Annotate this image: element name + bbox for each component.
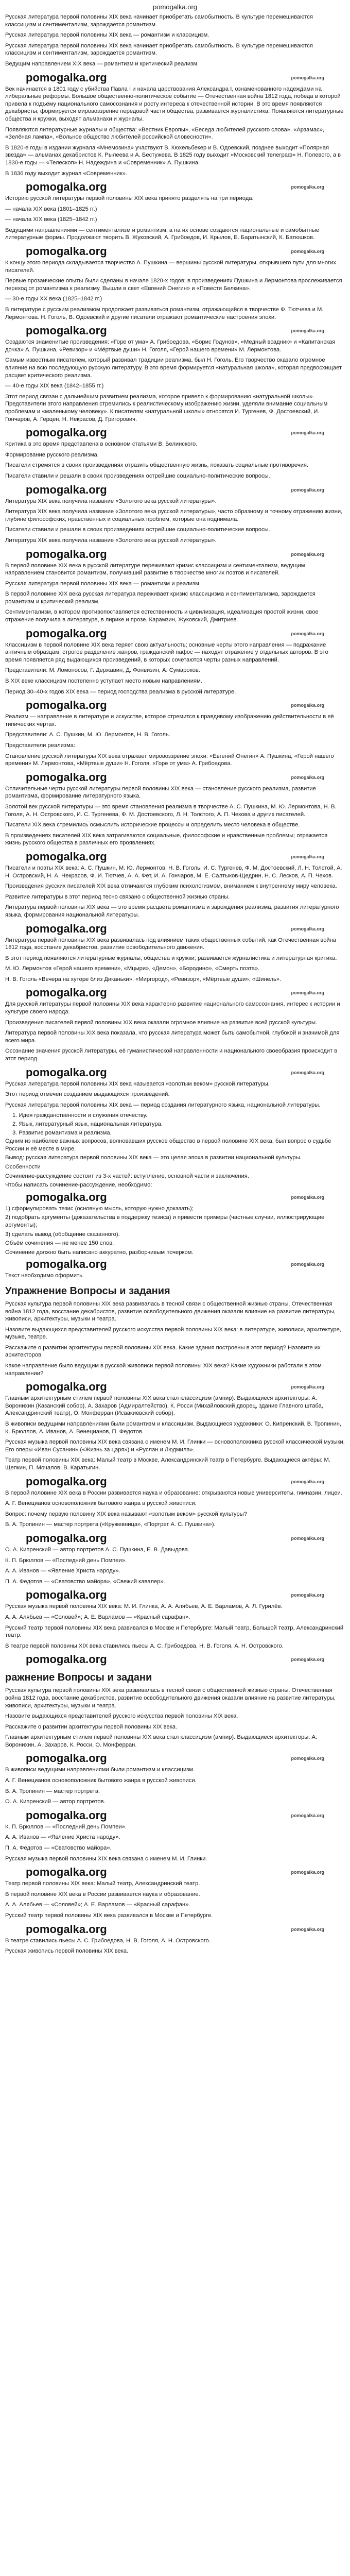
watermark-small: pomogalka.org (291, 1384, 324, 1390)
paragraph: В этот период появляются литературные журналы, общества и кружки; развивается журналистика и литературная критика. (5, 955, 337, 961)
paragraph: В первой половине XIX века в России развивается наука и образование. (5, 1891, 200, 1897)
paragraph: Русская литература первой половины XIX века называется «золотым веком» русской литературы. (5, 1080, 270, 1087)
watermark-row (5, 1588, 345, 1602)
paragraph: Русская литература первой половины XIX века — романтизм и классицизм. (5, 32, 209, 39)
watermark: pomogalka.org (26, 1808, 107, 1822)
paragraph: Писатели и поэты XIX века: А. С. Пушкин, М. Ю. Лермонтов, Н. В. Гоголь, И. С. Тургенев, Ф. М. Достоевский, Л. Н. Толстой, А. Н. Островский, Н. А. Некрасов, Ф. И. Тютчев, А. А. Фет, И. А. Гончаров, М. Е. Салтыков-Щедрин, Н. С. Лесков, А. П. Чехов. (5, 865, 342, 879)
paragraph: 1) сформулировать тезис (основную мысль, которую нужно доказать); (5, 1205, 194, 1212)
watermark-small: pomogalka.org (291, 1812, 324, 1818)
watermark-row (5, 627, 345, 640)
paragraph: Появляются литературные журналы и общества: «Вестник Европы», «Беседа любителей русского слова», «Арзамас», «Зелёная лампа», «Вольное общество любителей российской словесности». (5, 126, 325, 141)
paragraph: Писатели стремятся в своих произведениях отразить общественную жизнь, показать социальные противоречия. (5, 462, 308, 469)
paragraph: Самым известным писателем, который развивал традиции реализма, был Н. Гоголь. Его творчество оказало огромное влияние на всю последующую русскую литературу. В это время формируется «натуральная школа», которая предвосхищает расцвет критического реализма. (5, 357, 342, 379)
watermark-small: pomogalka.org (291, 990, 324, 996)
watermark-row (5, 1191, 345, 1204)
paragraph: Создаются знаменитые произведения: «Горе от ума» А. Грибоедова, «Борис Годунов», «Медный всадник» и «Капитанская дочка» А. Пушкина, «Ревизор» и «Мёртвые души» Н. Гоголя, «Герой нашего времени» М. Лермонтова. (5, 339, 336, 353)
paragraph: Произведения русских писателей XIX века отличаются глубоким психологизмом, вниманием к внутреннему миру человека. (5, 883, 337, 890)
watermark: pomogalka.org (26, 1653, 107, 1666)
watermark: pomogalka.org (26, 626, 107, 640)
watermark-small: pomogalka.org (291, 926, 324, 931)
paragraph: Русский театр первой половины XIX века развивался в Москве и Петербурге: Малый театр, Большой театр, Александринский театр. (5, 1624, 344, 1639)
paragraph: Русская литература первой половины XIX века начинает приобретать самобытность. В культуре перемешиваются классицизм и сентиментализм, зарождается романтизм. (5, 42, 313, 57)
paragraph: В. А. Тропинин — мастер портрета («Кружевница», «Портрет А. С. Пушкина»). (5, 1521, 216, 1528)
paragraph: В произведениях писателей XIX века затрагиваются социальные, философские и нравственные проблемы; отражается жизнь русского общества в различных его проявлениях. (5, 832, 328, 846)
watermark-row (5, 1475, 345, 1488)
paragraph: Писатели XIX века стремились осмыслить исторические процессы и определить место человека в обществе. (5, 822, 300, 828)
paragraph: Театр первой половины XIX века: Малый театр, Александринский театр. (5, 1880, 200, 1887)
watermark: pomogalka.org (26, 245, 107, 258)
section-essay (5, 1138, 345, 1280)
paragraph: Ведущими направлениями — сентиментализм и романтизм, а на их основе создаются национальные и самобытные литературные формы. Продолжают творить В. Жуковский, А. Грибоедов, И. Крылов, Е. Баратынский, К. Батюшков. (5, 227, 320, 241)
paragraph: Назовите выдающихся представителей русского искусства первой половины XIX века. (5, 1713, 238, 1720)
paragraph: А. Г. Венецианов основоположник бытового жанра в русской живописи. (5, 1500, 197, 1507)
paragraph: Представители: А. С. Пушкин, М. Ю. Лермонтов, Н. В. Гоголь. (5, 732, 170, 738)
paragraph: — начала XIX века (1825–1842 гг.) (5, 216, 97, 223)
paragraph: Русская живопись первой половины XIX века. (5, 1948, 129, 1955)
paragraph: Ведущим направлением XIX века — романтизм и критический реализм. (5, 60, 199, 67)
paragraph: Расскажите о развитии архитектуры первой половины XIX века. Какие здания построены в этот период? Назовите их архитекторов. (5, 1344, 321, 1359)
watermark-small: pomogalka.org (291, 1194, 324, 1200)
paragraph: В 1820-е годы в издании журнала «Мнемозина» участвуют В. Кюхельбекер и В. Одоевский, позднее выходит «Полярная звезда» — альманах декабристов К. Рылеева и А. Бестужева. В 1825 году выходит «Московский телеграф» Н. Полевого, а в 1830-е годы — «Телескоп» Н. Надеждина и «Современник» А. Пушкина. (5, 144, 341, 166)
watermark-row (5, 1752, 345, 1765)
paragraph: Писатели ставили и решали в своих произведениях острейшие социально-политические вопросы. (5, 527, 270, 533)
paragraph: 2. Язык, литературный язык, национальная литература. (12, 1121, 163, 1127)
watermark-row (5, 1653, 345, 1666)
watermark: pomogalka.org (26, 1190, 107, 1204)
paragraph: Представители: М. Ломоносов, Г. Державин, Д. Фонвизин, А. Сумароков. (5, 667, 200, 674)
paragraph: Русская музыка первой половины XIX века: М. И. Глинка, А. А. Алябьев, А. Е. Варламов, А. Л. Гурилёв. (5, 1603, 283, 1610)
watermark-small: pomogalka.org (291, 1756, 324, 1761)
paragraph: П. А. Федотов — «Сватовство майора». (5, 1845, 112, 1852)
paragraph: Русская культура первой половины XIX века развивалась в тесной связи с общественной жизнью страны. Отечественная война 1812 года, восстание декабристов, развитие освободительного движения оказали влияние на развитие литературы, живописи, архитектуры, музыки и театра. (5, 1687, 336, 1709)
paragraph: Сентиментализм, в котором противопоставляется естественность и цивилизация, идеализация простой жизни, свое отражение получила в литературе, в лирике и прозе. Карамзин, Жуковский, Дмитриев. (5, 609, 319, 623)
paragraph: — начала XIX века (1801–1825 гг.) (5, 206, 97, 212)
watermark-small: pomogalka.org (291, 1926, 324, 1932)
paragraph: Русская литература первой половины XIX века начинает приобретать самобытность. В культуре перемешиваются классицизм и сентиментализм, зарождается романтизм. (5, 14, 313, 28)
watermark-small: pomogalka.org (291, 184, 324, 190)
paragraph: Критика в это время представлена в основном статьями В. Белинского. (5, 441, 198, 448)
paragraph: М. Ю. Лермонтов «Герой нашего времени», «Мцыри», «Демон», «Бородино», «Смерть поэта». (5, 965, 260, 972)
paragraph: А. А. Алябьев — «Соловей»; А. Е. Варламов — «Красный сарафан». (5, 1614, 190, 1620)
watermark-row (5, 699, 345, 712)
watermark-row (5, 324, 345, 337)
paragraph: Осознание значения русской литературы, её гуманистической направленности и национального своеобразия происходит в этот период. (5, 1048, 338, 1062)
watermark: pomogalka.org (26, 1258, 107, 1271)
watermark-row (5, 850, 345, 863)
paragraph: Русская музыка первой половины XIX века связана с именем М. И. Глинки. (5, 1855, 207, 1862)
watermark: pomogalka.org (26, 1531, 107, 1545)
watermark-small: pomogalka.org (291, 430, 324, 436)
section-heading: Упражнение Вопросы и задания (5, 1285, 170, 1297)
watermark-row (5, 922, 345, 936)
paragraph: О. А. Кипренский — автор портретов А. С. Пушкина, Е. В. Давыдова. (5, 1546, 190, 1553)
paragraph: В театре ставились пьесы А. С. Грибоедова, Н. В. Гоголя, А. Н. Островского. (5, 1937, 211, 1944)
watermark-small: pomogalka.org (291, 1657, 324, 1663)
paragraph: Литература первой половины XIX века показала, что русская литература может быть самобытной, глубокой и значимой для всего мира. (5, 1030, 340, 1044)
watermark-row (5, 986, 345, 999)
watermark: pomogalka.org (26, 1866, 107, 1879)
watermark-small: pomogalka.org (291, 1592, 324, 1598)
watermark: pomogalka.org (26, 71, 107, 84)
paragraph: К. П. Брюллов — «Последний день Помпеи». (5, 1823, 127, 1830)
paragraph: Театр первой половины XIX века: Малый театр в Москве, Александринский театр в Петербурге. Выдающиеся актёры: М. Щепкин, П. Мочалов, В. Каратыгин. (5, 1457, 330, 1471)
watermark-small: pomogalka.org (291, 551, 324, 557)
paragraph: 1. Идея гражданственности и служения отечеству. (12, 1112, 148, 1119)
paragraph: Отличительные черты русской литературы первой половины XIX века — становление русского реализма, развитие романтизма, формирование литературного языка. (5, 785, 316, 800)
watermark-row (5, 180, 345, 194)
watermark: pomogalka.org (26, 547, 107, 561)
paragraph: 3) сделать вывод (обобщение сказанного). (5, 1231, 120, 1238)
paragraph: Текст необходимо оформить. (5, 1273, 84, 1279)
paragraph: Русская литература первой половины XIX века — период создания литературного языка, национальной литературы. (5, 1101, 321, 1108)
paragraph: К концу этого периода складывается творчество А. Пушкина — вершины русской литературы, открывшего пути для многих писателей. (5, 260, 336, 274)
paragraph: Этот период связан с дальнейшим развитием реализма, которое привело к формированию «натуральной школы». Представители этого направления стремились к реалистическому изображению жизни, уделяли внимание социальным проблемам и «маленькому человеку». К писателям «натуральной школы» относятся И. Тургенев, Ф. Достоевский, И. Гончаров, А. Герцен, Н. Некрасов, Д. Григорович. (5, 393, 328, 422)
paragraph: А. А. Иванов — «Явление Христа народу». (5, 1834, 120, 1841)
watermark: pomogalka.org (26, 483, 107, 496)
watermark-small: pomogalka.org (291, 774, 324, 780)
watermark-row (5, 1809, 345, 1822)
site-name[interactable]: pomogalka.org (153, 3, 197, 11)
watermark-small: pomogalka.org (291, 1870, 324, 1875)
paragraph: Становление русской литературы XIX века отражает мировоззрение эпохи: «Евгений Онегин» А. Пушкина, «Герой нашего времени» М. Лермонтова, «Мёртвые души» Н. Гоголя, «Горе от ума» А. Грибоедова. (5, 753, 334, 767)
paragraph: Объём сочинения — не менее 150 слов. (5, 1240, 114, 1247)
paragraph: Литература XIX века получила название «Золотого века русской литературы», часто образному и точному отражению жизни, глубине философских, нравственных и социальных проблем, которые она поднимала. (5, 509, 343, 522)
paragraph: Русская музыка первой половины XIX века связана с именем М. И. Глинки — основоположника русской классической музыки. Его оперы «Иван Сусанин» («Жизнь за царя») и «Руслан и Людмила». (5, 1439, 345, 1453)
section-list (5, 1112, 345, 1137)
paragraph: Представители реализма: (5, 742, 76, 749)
paragraph: В первой половине XIX века в русской литературе переживают кризис классицизм и сентиментализм, ведущим направлением становится романтизм, получивший развитие в творчестве многих поэтов и писателей. (5, 562, 305, 577)
paragraph: Чтобы написать сочинение-рассуждение, необходимо: (5, 1182, 152, 1189)
paragraph: В живописи ведущими направлениями были романтизм и классицизм. Выдающиеся художники: О. Кипренский, В. Тропинин, К. Брюллов, А. Иванов, А. Венецианов, П. Федотов. (5, 1421, 342, 1435)
section-heading-repeat: ражнение Вопросы и задани (5, 1672, 152, 1684)
paragraph: Литература первой половины XIX века развивалась под влиянием таких общественных событий, как Отечественная война 1812 года, восстание декабристов, развитие освободительного движения. (5, 937, 337, 951)
paragraph: Вывод: русская литература первой половины XIX века — это целая эпоха в развитии национальной культуры. (5, 1155, 302, 1161)
watermark-small: pomogalka.org (291, 328, 324, 334)
paragraph: Литература XIX века получила название «Золотого века русской литературы». (5, 498, 217, 504)
paragraph: А. Г. Венецианов основоположник бытового жанра в русской живописи. (5, 1777, 197, 1784)
paragraph: В первой половине XIX века в России развивается наука и образование: открываются новые университеты, гимназии, лицеи. (5, 1489, 342, 1496)
paragraph: Золотой век русской литературы — это время становления реализма в творчестве А. С. Пушкина, М. Ю. Лермонтова, Н. В. Гоголя, А. Н. Островского, И. С. Тургенева, Ф. М. Достоевского, Л. Н. Толстого, А. П. Чехова и других писателей. (5, 803, 337, 818)
paragraph: Одним из наиболее важных вопросов, волновавших русское общество в первой половине XIX века, был вопрос о судьбе России и её месте в мире. (5, 1138, 331, 1152)
watermark-row (5, 771, 345, 784)
paragraph: А. А. Алябьев — «Соловей»; А. Е. Варламов — «Красный сарафан». (5, 1902, 190, 1908)
watermark: pomogalka.org (26, 850, 107, 863)
watermark-row (5, 71, 345, 84)
paragraph: 3. Развитие романтизма и реализма. (12, 1129, 112, 1136)
watermark: pomogalka.org (26, 699, 107, 712)
paragraph: В литературе с русским реализмом продолжает развиваться романтизм, отражающийся в творчестве Ф. Тютчева и М. Лермонтова. Н. Гоголь, В. Одоевский и другие писатели отражают романтические настроения эпохи. (5, 307, 324, 320)
paragraph: В XIX веке классицизм постепенно уступает место новым направлениям. (5, 678, 202, 685)
paragraph: В 1836 году выходит журнал «Современник». (5, 170, 128, 177)
paragraph: 2) подобрать аргументы (доказательства в поддержку тезиса) и привести примеры (частные случаи, иллюстрирующие аргументы); (5, 1214, 325, 1228)
watermark-small: pomogalka.org (291, 1535, 324, 1541)
watermark: pomogalka.org (26, 1588, 107, 1602)
paragraph: Произведения писателей первой половины XIX века оказали огромное влияние на развитие всей русской культуры. (5, 1019, 318, 1026)
paragraph: Формирование русского реализма. (5, 451, 99, 458)
watermark-small: pomogalka.org (291, 75, 324, 80)
watermark: pomogalka.org (26, 1380, 107, 1394)
watermark: pomogalka.org (26, 324, 107, 337)
paragraph: Сочинение должно быть написано аккуратно, разборчивым почерком. (5, 1249, 194, 1256)
paragraph: Русская литература первой половины XIX века — романтизм и реализм. (5, 580, 201, 587)
paragraph: Сочинение-рассуждение состоит из 3-х частей: вступление, основной части и заключения. (5, 1173, 249, 1179)
paragraph: А. А. Иванов — «Явление Христа народу». (5, 1568, 120, 1574)
watermark: pomogalka.org (26, 1475, 107, 1488)
paragraph: Расскажите о развитии архитектуры первой половины XIX века. (5, 1723, 178, 1730)
paragraph: В первой половине XIX века русская литература переживает кризис классицизма и сентиментализма, зарождается романтизм и критический реализм. (5, 591, 316, 605)
watermark-small: pomogalka.org (291, 1070, 324, 1075)
paragraph: Н. В. Гоголь «Вечера на хуторе близ Диканьки», «Миргород», «Ревизор», «Мёртвые души», «Шинель». (5, 976, 282, 982)
paragraph: — 30-е годы XX века (1825–1842 гг.) (5, 296, 102, 302)
paragraph: Литература XIX века получила название «Золотого века русской литературы». (5, 537, 217, 544)
section-history (5, 13, 345, 1109)
watermark-row (5, 1923, 345, 1936)
watermark-small: pomogalka.org (291, 703, 324, 708)
paragraph: Историю русской литературы первой половины XIX века принято разделять на три периода: (5, 195, 254, 202)
watermark-small: pomogalka.org (291, 249, 324, 255)
watermark-row (5, 483, 345, 497)
watermark-small: pomogalka.org (291, 487, 324, 493)
section-exercises (5, 1300, 345, 1666)
watermark-small: pomogalka.org (291, 1479, 324, 1484)
watermark: pomogalka.org (26, 770, 107, 784)
paragraph: Для русской литературы первой половины XIX века характерно развитие национального самосознания, интерес к истории и культуре своего народа. (5, 1001, 340, 1015)
paragraph: Русская культура первой половины XIX века развивалась в тесной связи с общественной жизнью страны. Отечественная война 1812 года, восстание декабристов, развитие освободительного движения оказали влияние на развитие литературы, живописи, архитектуры, музыки и театра. (5, 1300, 336, 1323)
paragraph: — 40-е годы XIX века (1842–1855 гг.) (5, 383, 104, 389)
paragraph: Классицизм в первой половине XIX века теряет свою актуальность; основные черты этого направления — подражание античным образцам, строгое разделение жанров, гражданский пафос — находят отражение у отдельных авторов. В это время появляется ряд выдающихся произведений, в которых сочетаются черты разных направлений. (5, 641, 328, 663)
paragraph: Русский театр первой половины XIX века развивался в Москве и Петербурге. (5, 1912, 213, 1919)
paragraph: Главным архитектурным стилем первой половины XIX века стал классицизм (ампир). Выдающиеся архитекторы: А. Воронихин (Казанский собор), А. Захаров (Адмиралтейство), К. Росси (Михайловский дворец, здание Главного штаба, Александринский театр), О. Монферран (Исаакиевский собор). (5, 1395, 323, 1417)
paragraph: В театре первой половины XIX века ставились пьесы А. С. Грибоедова, Н. В. Гоголя, А. Н. Островского. (5, 1642, 284, 1649)
paragraph: В. А. Тропинин — мастер портрета. (5, 1788, 100, 1794)
paragraph: В живописи ведущими направлениями были романтизм и классицизм. (5, 1767, 195, 1773)
paragraph: Назовите выдающихся представителей русского искусства первой половины XIX века: в литературе, живописи, архитектуре, музыке, театре. (5, 1326, 341, 1341)
paragraph: Главным архитектурным стилем первой половины XIX века стал классицизм (ампир). Выдающиеся архитекторы: А. Воронихин, А. Захаров, К. Росси, О. Монферран. (5, 1734, 318, 1748)
paragraph: Литература первой половины XIX века — это время расцвета романтизма и зарождения реализма, развития литературного языка, формирования национальной литературы. (5, 904, 339, 918)
watermark-small: pomogalka.org (291, 854, 324, 859)
watermark: pomogalka.org (26, 1752, 107, 1765)
watermark: pomogalka.org (26, 986, 107, 999)
paragraph: П. А. Федотов — «Сватовство майора», «Свежий кавалер». (5, 1578, 165, 1585)
paragraph: Вопрос: почему первую половину XIX века называют «золотым веком» русской культуры? (5, 1511, 247, 1517)
watermark: pomogalka.org (26, 180, 107, 194)
watermark-row (5, 1532, 345, 1545)
watermark-row (5, 1866, 345, 1879)
watermark: pomogalka.org (26, 1065, 107, 1079)
watermark-row (5, 548, 345, 561)
paragraph: Реализм — направление в литературе и искусстве, которое стремится к правдивому изображению действительности в её типических чертах. (5, 714, 334, 727)
watermark-row (5, 1066, 345, 1079)
watermark: pomogalka.org (26, 1922, 107, 1936)
watermark-small: pomogalka.org (291, 1262, 324, 1267)
paragraph: О. А. Кипренский — автор портретов. (5, 1799, 106, 1805)
paragraph: Век начинается в 1801 году с убийства Павла I и начала царствования Александра I, ознаменованного надеждами на либеральные реформы. Большое общественно-политическое событие — Отечественная война 1812 года, победа в которой привела к подъёму национального самосознания и росту интереса к отечественной истории. В это время появляются декабристы, формируется мировоззрение передовой части общества, развивается журналистика. Появляются литературные общества и кружки, выходят альманахи и журналы. (5, 86, 344, 122)
watermark-row (5, 426, 345, 439)
paragraph: К. П. Брюллов — «Последний день Помпеи». (5, 1557, 127, 1564)
watermark-small: pomogalka.org (291, 631, 324, 636)
paragraph: Особенности (5, 1163, 41, 1170)
paragraph: Этот период отмечен созданием выдающихся произведений. (5, 1091, 170, 1098)
paragraph: Развитие литературы в этот период тесно связано с общественной жизнью страны. (5, 893, 230, 900)
section-exercises-repeat (5, 1687, 345, 1955)
paragraph: Первые прозаические опыты были сделаны в начале 1820-х годов; в произведениях Пушкина и Лермонтова прослеживается переход от романтизма к реализму. Вышли в свет «Евгений Онегин» и «Повести Белкина». (5, 278, 342, 292)
watermark: pomogalka.org (26, 922, 107, 935)
paragraph: Писатели ставили и решали в своих произведениях острейшие социально-политические вопросы. (5, 472, 270, 479)
watermark-row (5, 1258, 345, 1271)
paragraph: Период 30–40-х годов XIX века — период господства реализма в русской литературе. (5, 688, 236, 695)
watermark-row (5, 1380, 345, 1394)
watermark: pomogalka.org (26, 426, 107, 439)
watermark-row (5, 245, 345, 258)
paragraph: Какое направление было ведущим в русской живописи первой половины XIX века? Какие художники работали в этом направлении? (5, 1363, 322, 1377)
